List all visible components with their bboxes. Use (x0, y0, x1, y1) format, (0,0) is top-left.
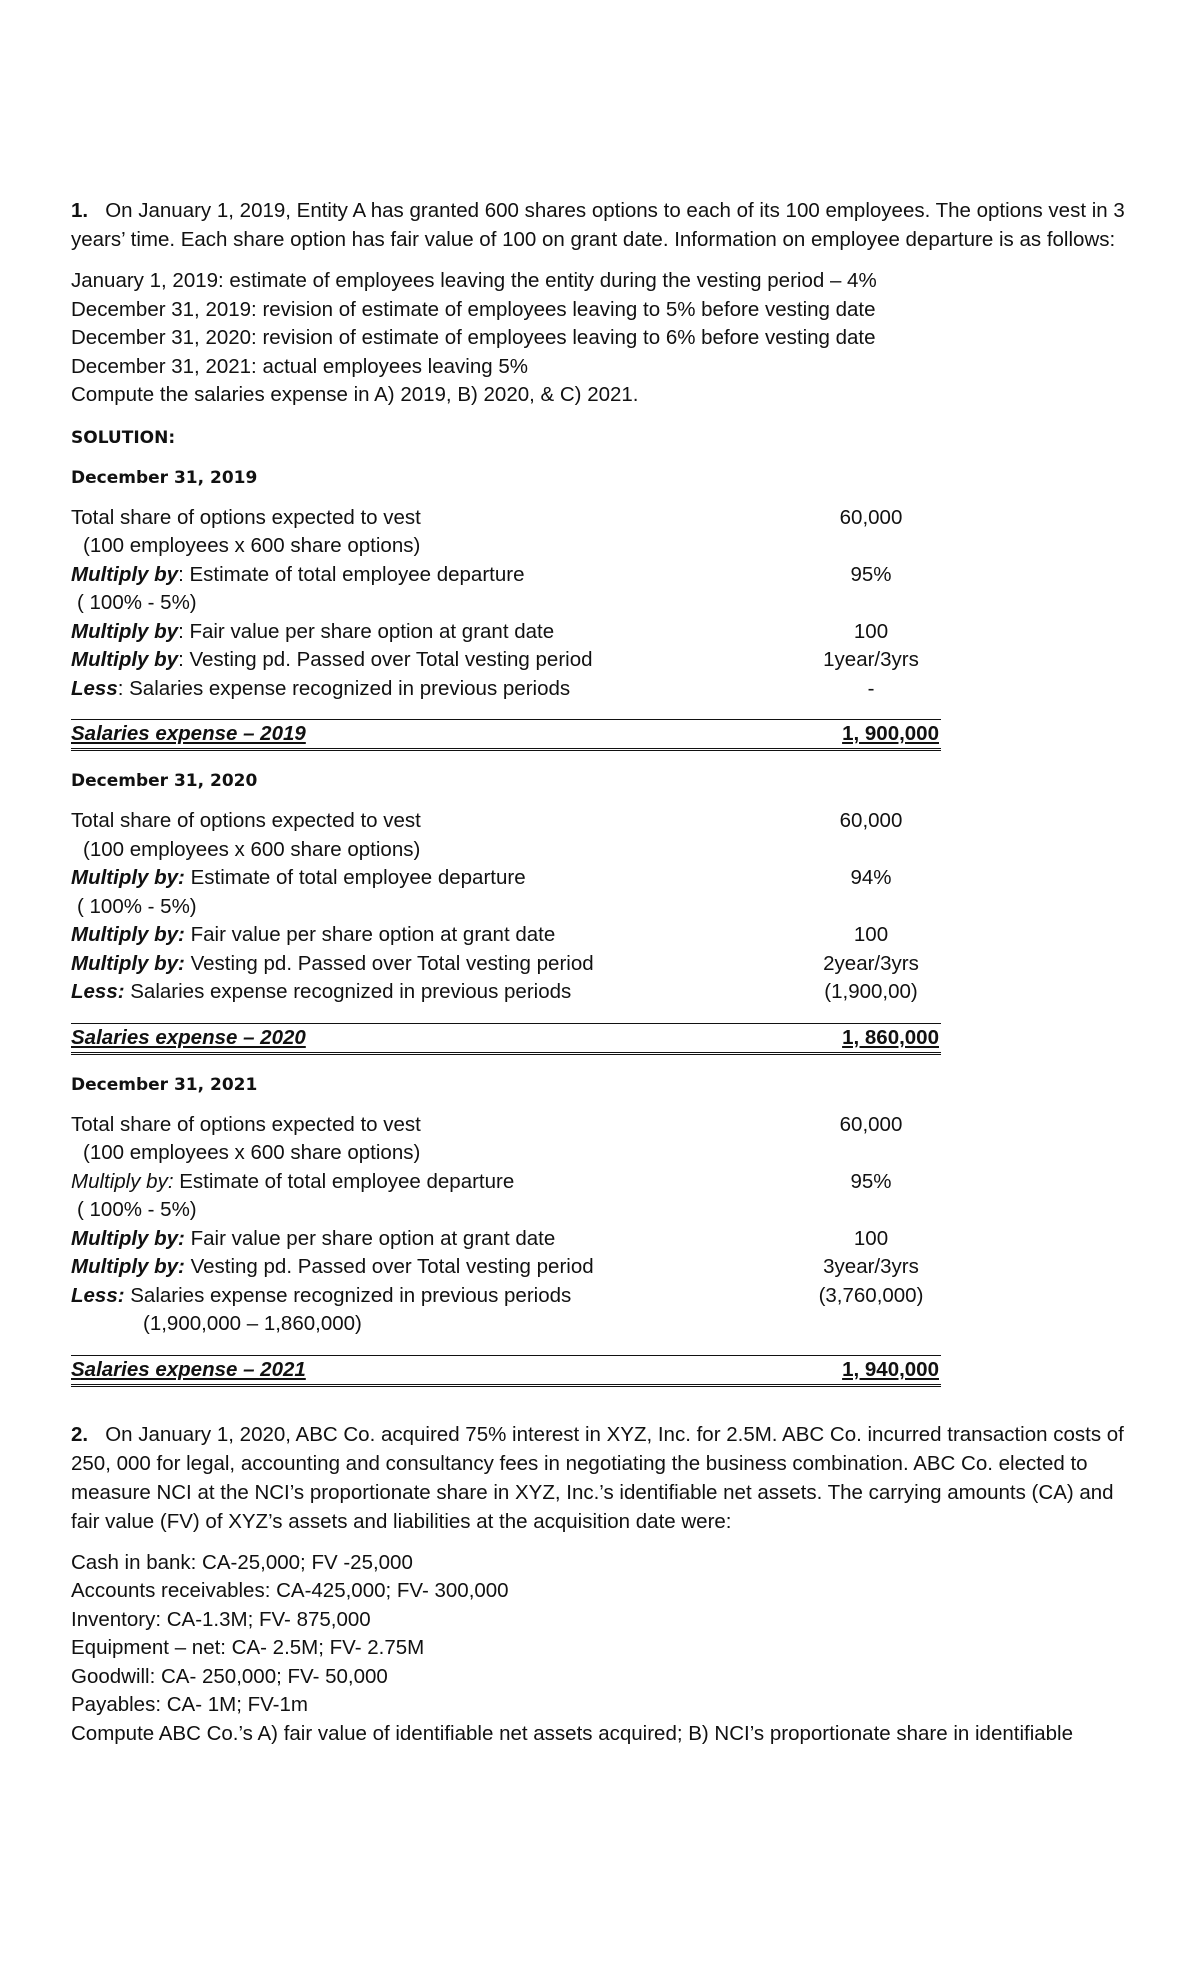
total-row (71, 719, 941, 751)
fact-line: Payables: CA- 1M; FV-1m (71, 1693, 308, 1716)
computation-row (71, 1139, 941, 1168)
row-label: Salaries expense recognized in previous periods (124, 980, 572, 1003)
computation-row (71, 1282, 941, 1311)
computation-row (71, 646, 941, 675)
row-prefix: Less: (71, 1283, 125, 1307)
computation-date: December 31, 2021 (71, 1074, 258, 1095)
row-value: 100 (853, 923, 889, 946)
row-value: 95% (850, 1169, 892, 1193)
fact-line: Inventory: CA-1.3M; FV- 875,000 (71, 1607, 371, 1631)
question-1-text: On January 1, 2019, Entity A has granted 600 shares options to each of its 100 employees. The options vest in 3 years’ time. Each share option has fair value of 100 on grant date. Information on employee departure is as follows: (71, 199, 1125, 251)
question-2-number: 2. (71, 1422, 89, 1446)
row-value: 1year/3yrs (823, 648, 919, 671)
computation-row (71, 893, 941, 922)
computation-row (71, 618, 941, 647)
row-value: 60,000 (839, 505, 903, 529)
computation-2021 (71, 1111, 1141, 1387)
fact-line: Accounts receivables: CA-425,000; FV- 300,000 (71, 1579, 509, 1602)
row-value: 100 (853, 619, 889, 643)
fact-line: Compute the salaries expense in A) 2019, B) 2020, & C) 2021. (71, 383, 639, 406)
total-label: Salaries expense – 2019 (71, 722, 306, 745)
computation-row (71, 1310, 941, 1339)
row-label: Fair value per share option at grant date (184, 1226, 556, 1250)
computation-row (71, 589, 941, 618)
computation-date: December 31, 2020 (71, 771, 258, 791)
row-prefix: Multiply by: (71, 1226, 185, 1250)
computation-row (71, 950, 941, 979)
total-row (71, 1023, 941, 1055)
total-value: 1, 940,000 (842, 1357, 939, 1381)
computation-row (71, 1196, 941, 1225)
row-prefix: Multiply by: (71, 923, 185, 946)
row-prefix: Multiply by: (71, 1169, 174, 1193)
question-1-facts (71, 267, 1141, 410)
computation-2019 (71, 504, 1141, 752)
computation-row (71, 864, 941, 893)
computation-row (71, 532, 941, 561)
row-label: : Vesting pd. Passed over Total vesting period (178, 648, 593, 671)
total-row (71, 1355, 941, 1387)
total-value: 1, 900,000 (842, 722, 939, 745)
row-label: (100 employees x 600 share options) (83, 1141, 421, 1164)
row-label: : Fair value per share option at grant date (178, 619, 555, 643)
row-label: : Salaries expense recognized in previous periods (117, 676, 571, 700)
row-prefix: Multiply by: (71, 951, 185, 975)
row-label: Vesting pd. Passed over Total vesting period (184, 951, 594, 975)
row-value: 60,000 (839, 809, 903, 832)
computation-row (71, 978, 941, 1007)
row-label: ( 100% - 5%) (77, 591, 197, 614)
row-label: Vesting pd. Passed over Total vesting period (184, 1255, 594, 1278)
question-1-number: 1. (71, 199, 89, 222)
row-value: (1,900,00) (824, 980, 918, 1003)
row-label: ( 100% - 5%) (77, 894, 197, 918)
row-value: (3,760,000) (818, 1283, 924, 1307)
row-prefix: Multiply by (71, 562, 179, 586)
total-label: Salaries expense – 2020 (71, 1025, 306, 1049)
fact-line: January 1, 2019: estimate of employees leaving the entity during the vesting period – 4% (71, 269, 877, 292)
row-prefix: Less: (71, 980, 125, 1003)
computation-date: December 31, 2019 (71, 467, 258, 488)
fact-line: December 31, 2020: revision of estimate of employees leaving to 6% before vesting date (71, 326, 876, 349)
row-prefix: Multiply by (71, 648, 179, 671)
computation-row (71, 1168, 941, 1197)
row-value: 94% (850, 866, 892, 889)
row-label: ( 100% - 5%) (77, 1198, 197, 1221)
row-label: (100 employees x 600 share options) (83, 534, 421, 557)
fact-line: December 31, 2019: revision of estimate of employees leaving to 5% before vesting date (71, 297, 876, 321)
question-2-facts (71, 1549, 1141, 1749)
row-label: : Estimate of total employee departure (178, 562, 525, 586)
computation-2020 (71, 807, 1141, 1055)
row-label: Total share of options expected to vest (71, 809, 421, 832)
fact-line: Compute ABC Co.’s A) fair value of identifiable net assets acquired; B) NCI’s proportionate share in identifiable (71, 1721, 1074, 1745)
row-value: 60,000 (839, 1112, 903, 1136)
computation-row (71, 675, 941, 704)
row-value: 3year/3yrs (823, 1255, 919, 1278)
computation-row (71, 561, 941, 590)
question-2-text: On January 1, 2020, ABC Co. acquired 75% interest in XYZ, Inc. for 2.5M. ABC Co. incurred transaction costs of 250, 000 for legal, accounting and consultancy fees in negotiating the business combination. ABC Co. elected to measure NCI at the NCI’s proportionate share in XYZ, Inc.’s identifiable net assets. The carrying amounts (CA) and fair value (FV) of XYZ’s assets and liabilities at the acquisition date were: (71, 1422, 1124, 1533)
row-prefix: Multiply by: (71, 866, 185, 889)
row-label: Total share of options expected to vest (71, 505, 421, 529)
row-value: 100 (853, 1226, 889, 1250)
row-label: Estimate of total employee departure (184, 866, 526, 889)
row-label: Estimate of total employee departure (173, 1169, 515, 1193)
computation-row (71, 836, 941, 865)
total-value: 1, 860,000 (842, 1025, 939, 1049)
row-label: (1,900,000 – 1,860,000) (143, 1312, 362, 1335)
row-label: (100 employees x 600 share options) (83, 837, 421, 861)
row-prefix: Multiply by: (71, 1255, 185, 1278)
row-value: 95% (850, 562, 892, 586)
computation-row (71, 504, 941, 533)
row-label: Total share of options expected to vest (71, 1112, 421, 1136)
computation-row (71, 807, 941, 836)
computation-row (71, 921, 941, 950)
fact-line: Goodwill: CA- 250,000; FV- 50,000 (71, 1664, 388, 1688)
row-label: Salaries expense recognized in previous periods (124, 1283, 572, 1307)
row-label: Fair value per share option at grant date (184, 923, 556, 946)
computation-row (71, 1111, 941, 1140)
fact-line: Equipment – net: CA- 2.5M; FV- 2.75M (71, 1636, 425, 1659)
question-2-intro (71, 1420, 1141, 1536)
solution-heading: SOLUTION: (71, 427, 176, 448)
row-prefix: Less (71, 676, 118, 700)
row-prefix: Multiply by (71, 619, 179, 643)
fact-line: December 31, 2021: actual employees leaving 5% (71, 354, 528, 378)
total-label: Salaries expense – 2021 (71, 1357, 306, 1381)
row-value: 2year/3yrs (823, 951, 919, 975)
fact-line: Cash in bank: CA-25,000; FV -25,000 (71, 1550, 413, 1574)
question-1-intro (71, 196, 1141, 254)
document-page (71, 196, 1141, 1748)
row-value: - (867, 676, 875, 700)
computation-row (71, 1225, 941, 1254)
computation-row (71, 1253, 941, 1282)
